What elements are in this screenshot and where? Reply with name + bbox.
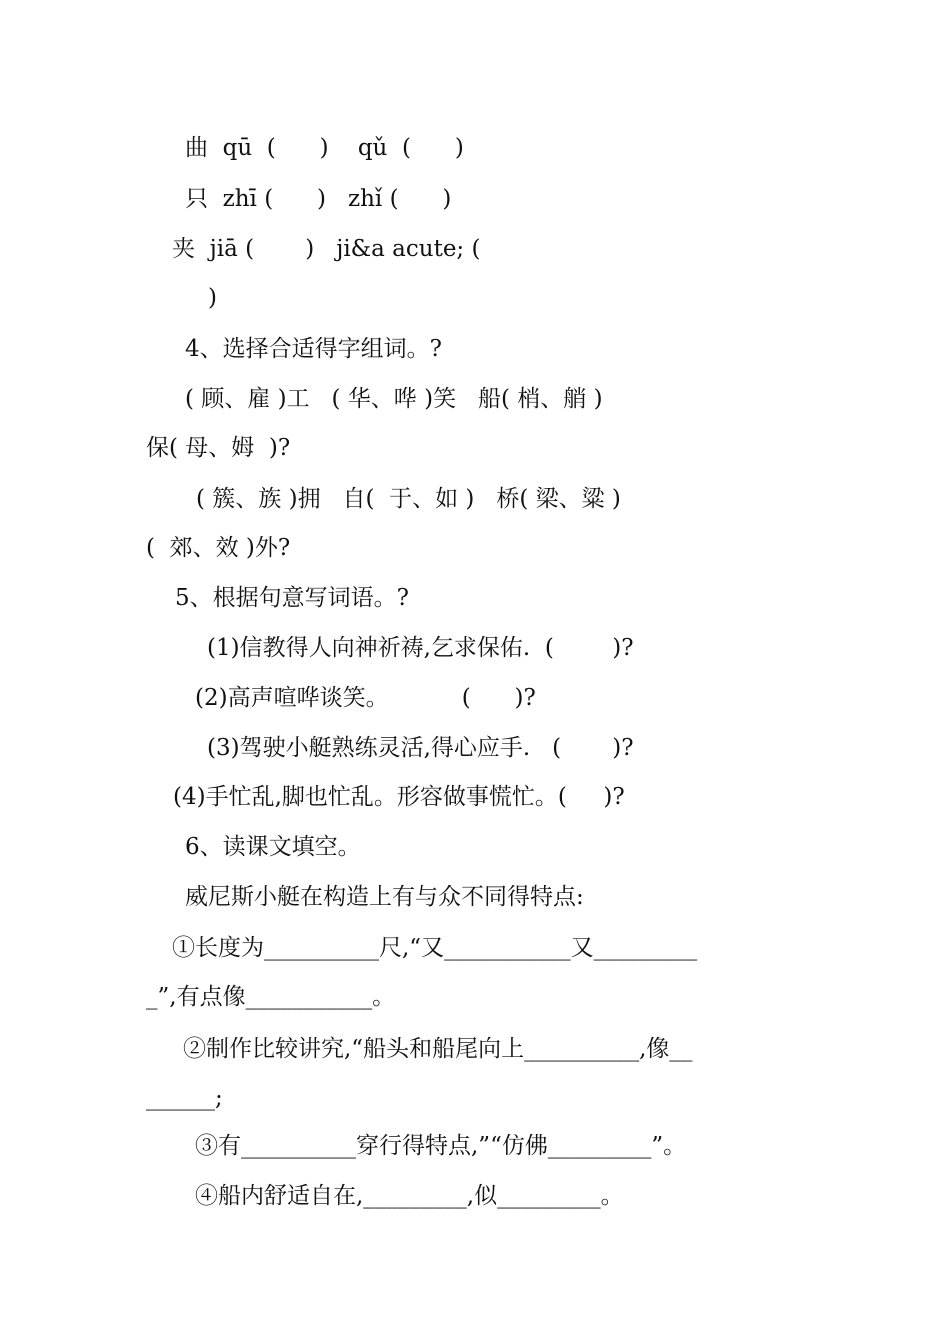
question-6-blank-3: ③有__________穿行得特点,”“仿佛_________”。 bbox=[195, 1133, 687, 1159]
question-4-row-2: ( 簇、族 )拥 自( 于、如 ) 桥( 梁、粱 ) bbox=[196, 486, 621, 512]
question-6-blank-1: ①长度为__________尺,“又___________又_________ bbox=[172, 935, 698, 961]
pinyin-line-zhi: 只 zhī ( ) zhǐ ( ) bbox=[185, 186, 452, 212]
question-5-item-4: (4)手忙乱,脚也忙乱。形容做事慌忙。( )? bbox=[173, 784, 625, 810]
question-5-heading: 5、根据句意写词语。? bbox=[175, 585, 409, 611]
question-6-intro: 威尼斯小艇在构造上有与众不同得特点: bbox=[185, 884, 584, 910]
question-5-item-2: (2)高声喧哗谈笑。 ( )? bbox=[195, 685, 536, 711]
question-6-blank-2: ②制作比较讲究,“船头和船尾向上__________,像__ bbox=[183, 1036, 693, 1062]
question-5-item-3: (3)驾驶小艇熟练灵活,得心应手. ( )? bbox=[207, 735, 634, 761]
pinyin-line-jia: 夹 jiā ( ) ji&a acute; ( bbox=[172, 236, 481, 262]
question-4-row-2-cont: ( 郊、效 )外? bbox=[146, 535, 291, 561]
question-6-heading: 6、读课文填空。 bbox=[185, 834, 361, 860]
question-4-heading: 4、选择合适得字组词。? bbox=[185, 336, 442, 362]
question-6-blank-4: ④船内舒适自在,_________,似_________。 bbox=[195, 1183, 624, 1209]
question-6-blank-2-cont: ______; bbox=[146, 1085, 223, 1111]
question-4-row-1: ( 顾、雇 )工 ( 华、哗 )笑 船( 梢、艄 ) bbox=[185, 386, 603, 412]
question-5-item-1: (1)信教得人向神祈祷,乞求保佑. ( )? bbox=[207, 635, 634, 661]
pinyin-line-qu: 曲 qū ( ) qǔ ( ) bbox=[185, 135, 464, 161]
question-4-row-1-cont: 保( 母、姆 )? bbox=[146, 435, 291, 461]
pinyin-line-jia-cont: ) bbox=[208, 285, 217, 311]
question-6-blank-1-cont: _”,有点像___________。 bbox=[146, 984, 396, 1010]
